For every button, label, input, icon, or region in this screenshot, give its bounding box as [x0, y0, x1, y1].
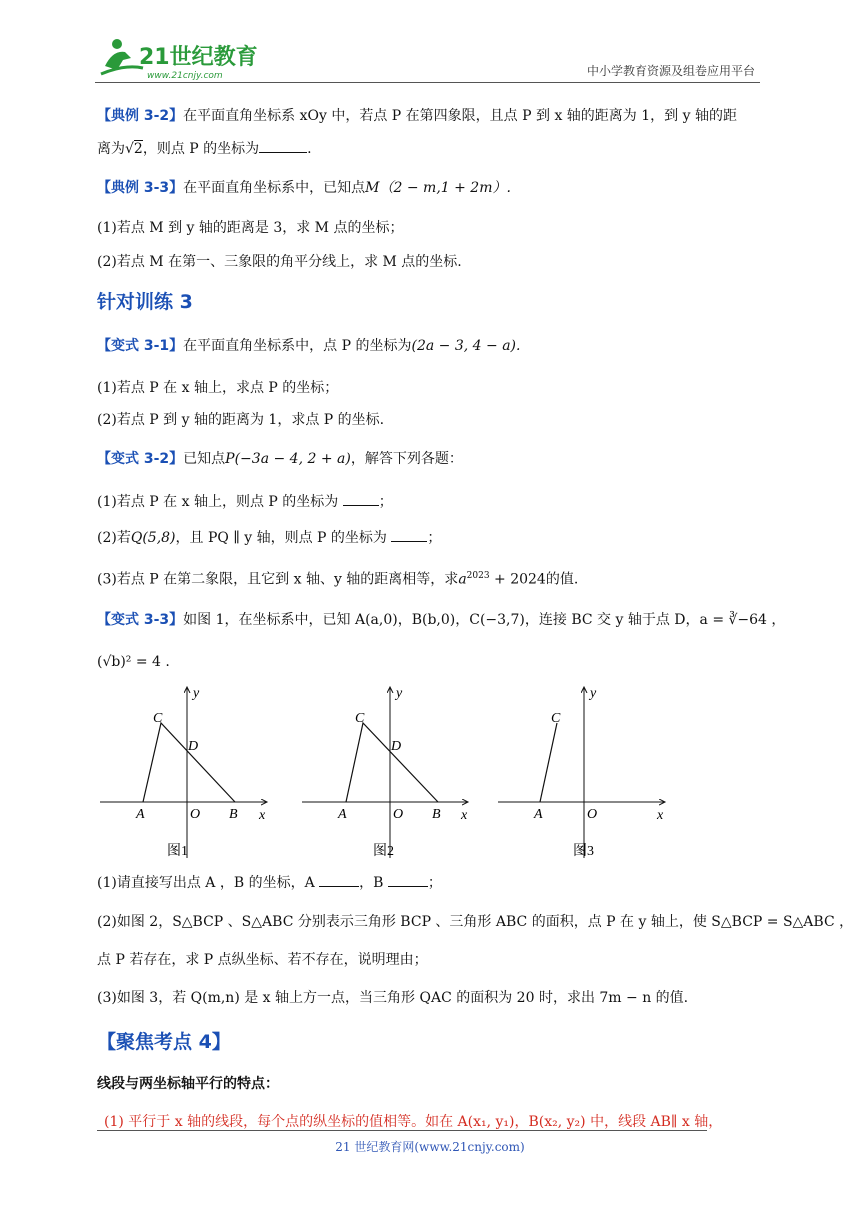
focus-4-subtitle: 线段与两坐标轴平行的特点： — [97, 1076, 279, 1092]
example-3-3-line1: 【典例 3-3】在平面直角坐标系中，已知点M（2 − m,1 + 2m）. — [97, 180, 511, 196]
focus-4-item1: (1) 平行于 x 轴的线段，每个点的纵坐标的值相等。如在 A(x₁, y₁)，B(x₂, y₂) 中，线段 AB∥ x 轴， — [104, 1114, 723, 1130]
svg-text:A: A — [338, 807, 347, 822]
variant-3-1-q2: (2)若点 P 到 y 轴的距离为 1，求点 P 的坐标. — [97, 412, 385, 428]
figures-area — [95, 683, 675, 863]
header-platform-text: 中小学教育资源及组卷应用平台 — [586, 64, 755, 78]
variant-3-2-q1: (1)若点 P 在 x 轴上，则点 P 的坐标为 ； — [97, 491, 393, 512]
variant-3-2-q3: (3)若点 P 在第二象限，且它到 x 轴、y 轴的距离相等，求$a^{2023} + 2024$的值. — [97, 571, 579, 588]
svg-text:21世纪教育: 21世纪教育 — [139, 45, 258, 70]
example-3-3-q2: (2)若点 M 在第一、三象限的角平分线上，求 M 点的坐标. — [97, 254, 462, 270]
variant-3-1-q1: (1)若点 P 在 x 轴上，求点 P 的坐标； — [97, 380, 339, 396]
svg-text:A: A — [136, 807, 145, 822]
variant-3-2-q2: (2)若Q(5,8)，且 PQ ∥ y 轴，则点 P 的坐标为 ； — [97, 527, 441, 548]
fig3-label: 图3 — [573, 844, 594, 859]
variant-3-1-line: 【变式 3-1】在平面直角坐标系中，点 P 的坐标为(2a − 3, 4 − a). — [97, 338, 521, 354]
svg-text:B: B — [432, 807, 441, 822]
svg-text:x: x — [461, 808, 468, 823]
svg-text:O: O — [393, 807, 404, 822]
svg-text:B: B — [229, 807, 238, 822]
fig1-label: 图1 — [167, 844, 188, 859]
section-title: 针对训练 3 — [97, 291, 193, 313]
svg-text:C: C — [355, 711, 365, 726]
example-3-2-line1: 【典例 3-2】在平面直角坐标系 xOy 中，若点 P 在第四象限，且点 P 到 x 轴的距离为 1，到 y 轴的距 — [97, 108, 737, 124]
site-logo — [95, 34, 265, 84]
variant-3-3-q2-line1: (2)如图 2，S△BCP 、S△ABC 分别表示三角形 BCP 、三角形 ABC 的面积，点 P 在 y 轴上，使 S△BCP = S△ABC ， — [97, 914, 854, 930]
answer-blank — [391, 527, 427, 542]
sqrt-symbol: √ — [125, 141, 134, 157]
svg-text:D: D — [391, 739, 402, 754]
answer-blank-A — [319, 872, 359, 887]
svg-text:D: D — [188, 739, 199, 754]
example-tag: 【典例 3-2】 — [97, 108, 184, 124]
svg-text:A: A — [534, 807, 543, 822]
svg-text:C: C — [153, 711, 163, 726]
svg-text:x: x — [657, 808, 664, 823]
variant-3-2-line: 【变式 3-2】已知点P(−3a − 4, 2 + a)，解答下列各题： — [97, 451, 463, 467]
variant-3-3-line2: (√b)² = 4 . — [97, 654, 170, 670]
svg-text:O: O — [587, 807, 598, 822]
svg-text:y: y — [396, 686, 403, 701]
fig2-label: 图2 — [373, 844, 394, 859]
answer-blank — [343, 491, 379, 506]
svg-text:www.21cnjy.com: www.21cnjy.com — [147, 71, 223, 81]
variant-3-3-q3: (3)如图 3，若 Q(m,n) 是 x 轴上方一点，当三角形 QAC 的面积为 20 时，求出 7m − n 的值. — [97, 990, 689, 1006]
svg-text:x: x — [259, 808, 266, 823]
footer-divider — [97, 1130, 707, 1131]
svg-text:O: O — [190, 807, 201, 822]
answer-blank-B — [388, 872, 428, 887]
svg-text:C: C — [551, 711, 561, 726]
header-divider — [95, 82, 760, 83]
svg-text:y: y — [590, 686, 597, 701]
figure-2 — [302, 686, 468, 859]
example-3-2-line2: 离为√2，则点 P 的坐标为 . — [97, 138, 312, 159]
footer-text[interactable]: 21 世纪教育网(www.21cnjy.com) — [335, 1140, 525, 1154]
focus-4-title: 【聚焦考点 4】 — [97, 1031, 231, 1053]
figure-1 — [100, 686, 267, 859]
figure-3 — [498, 686, 665, 859]
svg-text:y: y — [193, 686, 200, 701]
example-3-3-q1: (1)若点 M 到 y 轴的距离是 3，求 M 点的坐标； — [97, 220, 404, 236]
variant-3-3-q1: (1)请直接写出点 A ，B 的坐标，A ，B ； — [97, 872, 442, 893]
variant-3-3-q2-line2: 点 P 若存在，求 P 点纵坐标、若不存在，说明理由； — [97, 952, 428, 968]
answer-blank — [259, 138, 307, 153]
variant-3-3-line1: 【变式 3-3】如图 1，在坐标系中，已知 A(a,0)，B(b,0)，C(−3,7)，连接 BC 交 y 轴于点 D，a = ∛−64 ， — [97, 612, 786, 628]
